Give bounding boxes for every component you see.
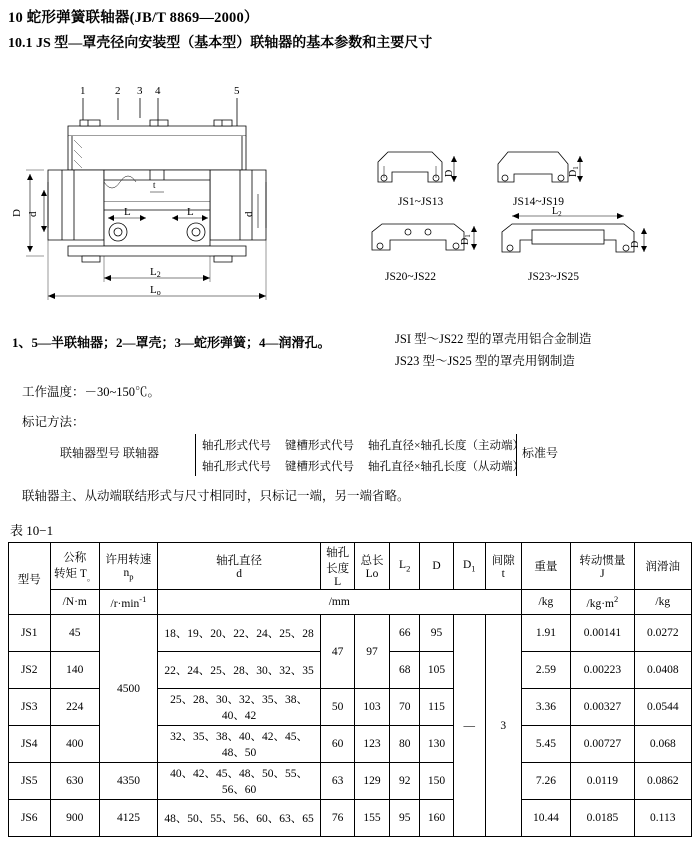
cell-model: JS5 — [9, 763, 51, 800]
cell-total-length: 103 — [355, 689, 390, 726]
dim-L2: L2 — [150, 266, 161, 279]
cell-d1-merged: — — [453, 615, 485, 837]
marking-bore-type-1: 轴孔形式代号 — [202, 439, 271, 452]
dim-Lo: Lo — [150, 284, 161, 297]
table-header-row-2 — [9, 590, 692, 615]
material-note-2: JS23 型～JS25 型的罩壳用钢制造 — [395, 354, 575, 368]
marking-label: 联轴器型号 联轴器 — [60, 446, 160, 460]
cell-grease: 0.0544 — [634, 689, 691, 726]
marking-row-driven — [196, 455, 524, 476]
table-header-row-1 — [9, 543, 692, 590]
th-bore: 轴孔直径 d — [157, 543, 320, 590]
marking-bore-size-1: 轴孔直径×轴孔长度（主动端） — [368, 439, 524, 452]
cell-l2: 68 — [389, 652, 420, 689]
cell-weight: 2.59 — [521, 652, 571, 689]
cell-weight: 3.36 — [521, 689, 571, 726]
cell-d: 160 — [420, 800, 453, 837]
cell-weight: 7.26 — [521, 763, 571, 800]
cell-torque: 400 — [50, 726, 99, 763]
cell-grease: 0.068 — [634, 726, 691, 763]
cell-model: JS6 — [9, 800, 51, 837]
cell-speed: 4350 — [99, 763, 157, 800]
cell-grease: 0.113 — [634, 800, 691, 837]
unit-weight: /kg — [521, 590, 571, 615]
cover-label-js20-js22: JS20~JS22 — [385, 271, 436, 283]
th-speed: 许用转速 $n_p$ — [99, 543, 157, 590]
table-row — [9, 763, 692, 800]
page-title: 10 蛇形弹簧联轴器(JB/T 8869—2000） — [8, 10, 259, 26]
th-torque: 公称 转矩 $T_。$ — [50, 543, 99, 590]
cell-l2: 92 — [389, 763, 420, 800]
table-caption: 表 10−1 — [10, 523, 54, 538]
cell-speed-merged: 4500 — [99, 615, 157, 763]
cell-inertia: 0.0185 — [571, 800, 634, 837]
cell-bore-length-merged: 47 — [321, 615, 355, 689]
unit-speed: $/r\cdot\min^{-1}$ — [99, 590, 157, 615]
dim-D: D — [11, 209, 23, 217]
dim-t: t — [153, 180, 156, 190]
coupling-drawings — [0, 70, 700, 320]
cell-bore: 22、24、25、28、30、32、35 — [157, 652, 320, 689]
cell-torque: 224 — [50, 689, 99, 726]
marking-bore-size-2: 轴孔直径×轴孔长度（从动端） — [368, 460, 524, 473]
cell-bore-length: 60 — [321, 726, 355, 763]
cell-d: 105 — [420, 652, 453, 689]
cover3-dim-D1: $D_1$ — [460, 234, 472, 245]
unit-grease: /kg — [634, 590, 691, 615]
unit-dims: /mm — [157, 590, 521, 615]
table-row — [9, 800, 692, 837]
cell-bore: 40、42、45、48、50、55、56、60 — [157, 763, 320, 800]
dim-d-left: d — [27, 211, 39, 217]
th-l2: $L_2$ — [389, 543, 420, 590]
cover-label-js23-js25: JS23~JS25 — [528, 271, 579, 283]
marking-key-type-2: 键槽形式代号 — [285, 460, 354, 473]
cell-gap-merged: 3 — [485, 615, 521, 837]
unit-inertia: $/kg\cdot m^2$ — [571, 590, 634, 615]
cell-torque: 140 — [50, 652, 99, 689]
callout-4: 4 — [155, 85, 161, 97]
cell-torque: 900 — [50, 800, 99, 837]
cell-bore-length: 63 — [321, 763, 355, 800]
cell-model: JS4 — [9, 726, 51, 763]
cell-l2: 70 — [389, 689, 420, 726]
cover-label-js1-js13: JS1~JS13 — [398, 196, 444, 208]
parameters-table — [8, 542, 692, 837]
th-d: D — [420, 543, 453, 590]
th-gap: 间隙 t — [485, 543, 521, 590]
marking-key-type-1: 键槽形式代号 — [285, 439, 354, 452]
th-weight: 重量 — [521, 543, 571, 590]
marking-title: 标记方法： — [22, 415, 85, 429]
unit-torque: /N·m — [50, 590, 99, 615]
callout-1: 1 — [80, 85, 86, 97]
cover1-dim-D: D — [444, 169, 455, 177]
temperature-note: 工作温度：－30~150℃。 — [22, 385, 161, 399]
marking-standard: 标准号 — [522, 446, 559, 460]
material-note-1: JSI 型～JS22 型的罩壳用铝合金制造 — [395, 332, 592, 346]
callout-3: 3 — [137, 85, 143, 97]
cell-bore: 48、50、55、56、60、63、65 — [157, 800, 320, 837]
cover2-dim-D1: $D_1$ — [568, 166, 580, 177]
th-inertia: 转动惯量 J — [571, 543, 634, 590]
cell-inertia: 0.00223 — [571, 652, 634, 689]
cell-bore-length: 50 — [321, 689, 355, 726]
cell-torque: 630 — [50, 763, 99, 800]
cell-grease: 0.0408 — [634, 652, 691, 689]
cell-weight: 1.91 — [521, 615, 571, 652]
cell-bore: 32、35、38、40、42、45、48、50 — [157, 726, 320, 763]
cell-grease: 0.0272 — [634, 615, 691, 652]
marking-row-drive — [196, 434, 524, 455]
cell-inertia: 0.00327 — [571, 689, 634, 726]
th-bore-length: 轴孔 长度 L — [321, 543, 355, 590]
cell-weight: 5.45 — [521, 726, 571, 763]
cover4-dim-D: D — [630, 240, 641, 248]
cell-total-length: 129 — [355, 763, 390, 800]
cell-bore-length: 76 — [321, 800, 355, 837]
cover-label-js14-js19: JS14~JS19 — [513, 196, 564, 208]
cell-model: JS1 — [9, 615, 51, 652]
cell-d: 95 — [420, 615, 453, 652]
cell-l2: 66 — [389, 615, 420, 652]
callout-5: 5 — [234, 85, 240, 97]
cell-l2: 80 — [389, 726, 420, 763]
dim-L-right: L — [187, 206, 194, 218]
cell-bore: 18、19、20、22、24、25、28 — [157, 615, 320, 652]
cell-grease: 0.0862 — [634, 763, 691, 800]
marking-columns — [195, 434, 524, 476]
cell-total-length: 155 — [355, 800, 390, 837]
cover4-dim-L2: $L_2$ — [552, 206, 562, 218]
cell-bore: 25、28、30、32、35、38、40、42 — [157, 689, 320, 726]
cell-d: 130 — [420, 726, 453, 763]
parts-note: 1、5—半联轴器；2—罩壳；3—蛇形弹簧；4—润滑孔。 — [12, 335, 331, 350]
cell-model: JS3 — [9, 689, 51, 726]
dim-L-left: L — [124, 206, 131, 218]
figure-area — [0, 70, 700, 320]
cell-total-length-merged: 97 — [355, 615, 390, 689]
cell-d: 150 — [420, 763, 453, 800]
th-grease: 润滑油 — [634, 543, 691, 590]
cell-inertia: 0.0119 — [571, 763, 634, 800]
cell-inertia: 0.00727 — [571, 726, 634, 763]
callout-2: 2 — [115, 85, 121, 97]
cell-model: JS2 — [9, 652, 51, 689]
dim-d-right: d — [243, 211, 255, 217]
cell-weight: 10.44 — [521, 800, 571, 837]
table-row — [9, 615, 692, 652]
cell-l2: 95 — [389, 800, 420, 837]
th-model: 型号 — [9, 543, 51, 615]
cell-d: 115 — [420, 689, 453, 726]
cell-torque: 45 — [50, 615, 99, 652]
cell-inertia: 0.00141 — [571, 615, 634, 652]
th-d1: $D_1$ — [453, 543, 485, 590]
marking-bore-type-2: 轴孔形式代号 — [202, 460, 271, 473]
marking-footnote: 联轴器主、从动端联结形式与尺寸相同时，只标记一端，另一端省略。 — [22, 489, 410, 503]
section-subtitle: 10.1 JS 型—罩壳径向安装型（基本型）联轴器的基本参数和主要尺寸 — [8, 36, 433, 51]
cell-total-length: 123 — [355, 726, 390, 763]
th-total-length: 总长 Lo — [355, 543, 390, 590]
cell-speed: 4125 — [99, 800, 157, 837]
